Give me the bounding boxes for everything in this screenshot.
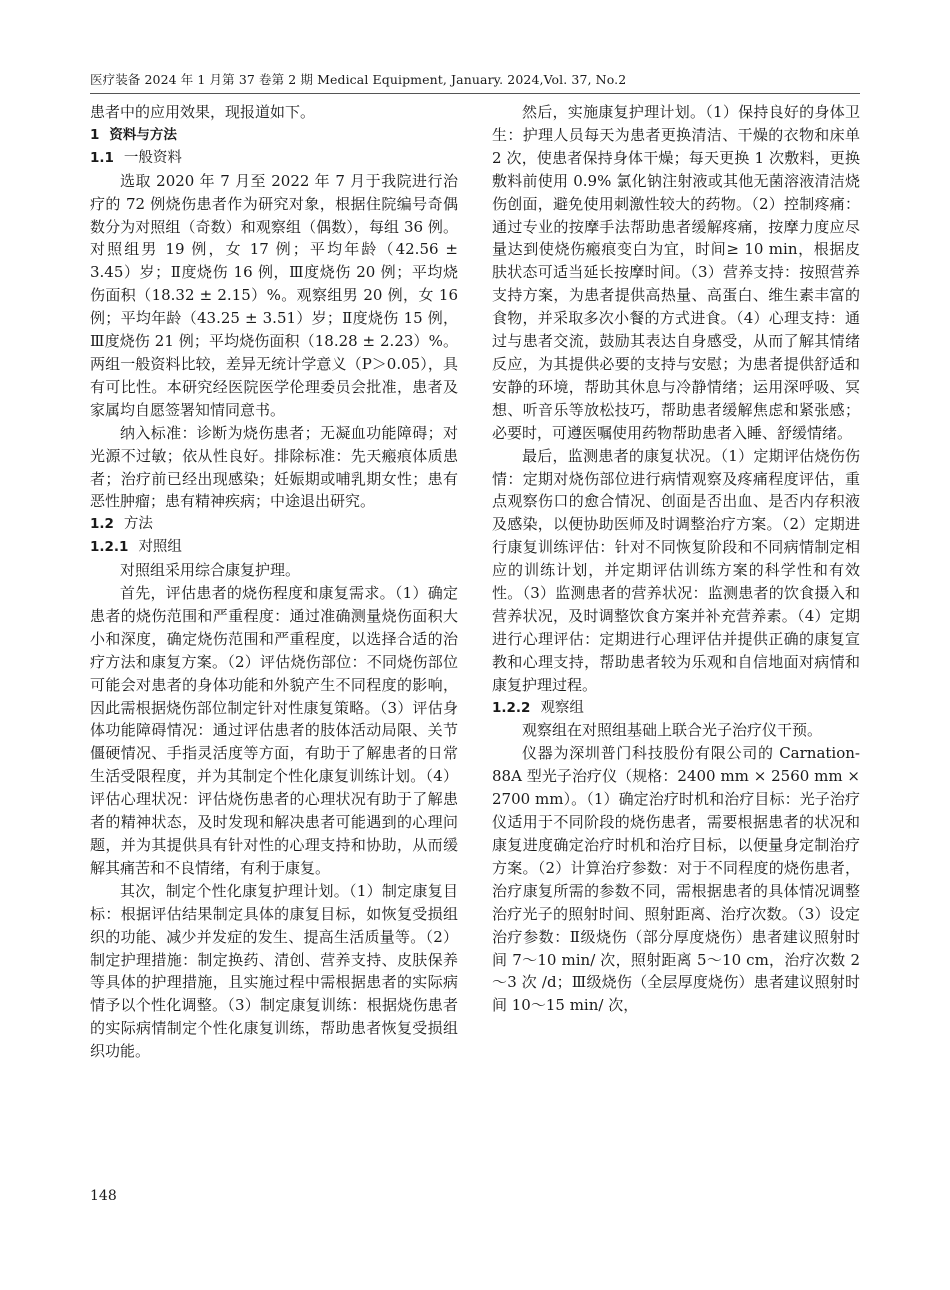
section-number: 1.2.1: [90, 539, 129, 556]
header-divider: [90, 93, 860, 94]
subsection-heading-methods: [90, 513, 458, 536]
paragraph-criteria: 纳入标准：诊断为烧伤患者；无凝血功能障碍；对光源不过敏；依从性良好。排除标准：先天瘢痕体质患者；治疗前已经出现感染；妊娠期或哺乳期女性；患有恶性肿瘤；患有精神疾病；中途退出研究。: [90, 423, 458, 511]
subsection-heading-observation-group: [492, 697, 860, 720]
running-header: 医疗装备 2024 年 1 月第 37 卷第 2 期 Medical Equipment, January. 2024,Vol. 37, No.2: [90, 72, 627, 87]
paragraph-general-data: 选取 2020 年 7 月至 2022 年 7 月于我院进行治疗的 72 例烧伤患者作为研究对象，根据住院编号奇偶数分为对照组（奇数）和观察组（偶数），每组 36 例。对照组男 19 例，女 17 例；平均年龄（42.56 ± 3.45）岁；Ⅱ度烧伤 16 例，Ⅲ度烧伤 20 例；平均烧伤面积（18.32 ± 2.15）%。观察组男 20 例，女 16 例；平均年龄（43.25 ± 3.51）岁；Ⅱ度烧伤 15 例，Ⅲ度烧伤 21 例；平均烧伤面积（18.28 ± 2.23）%。两组一般资料比较，差异无统计学意义（P＞0.05），具有可比性。本研究经医院医学伦理委员会批准，患者及家属均自愿签署知情同意书。: [90, 171, 458, 419]
paragraph-assessment: 首先，评估患者的烧伤程度和康复需求。（1）确定患者的烧伤范围和严重程度：通过准确测量烧伤面积大小和深度，确定烧伤范围和严重程度，以选择合适的治疗方法和康复方案。（2）评估烧伤部位：不同烧伤部位可能会对患者的身体功能和外貌产生不同程度的影响，因此需根据烧伤部位制定针对性康复策略。（3）评估身体功能障碍情况：通过评估患者的肢体活动局限、关节僵硬情况、手指灵活度等方面，有助于了解患者的日常生活受限程度，并为其制定个性化康复训练计划。（4）评估心理状况：评估烧伤患者的心理状况有助于了解患者的精神状态，及时发现和解决患者可能遇到的心理问题，并为其提供具有针对性的心理支持和协助，从而缓解其痛苦和不良情绪，有利于康复。: [90, 584, 458, 877]
paragraph-implementation: 然后，实施康复护理计划。（1）保持良好的身体卫生：护理人员每天为患者更换清洁、干燥的衣物和床单 2 次，使患者保持身体干燥；每天更换 1 次敷料，更换敷料前使用 0.9% 氯化钠注射液或其他无菌溶液清洁烧伤创面，避免使用刺激性较大的药物。（2）控制疼痛：通过专业的按摩手法帮助患者缓解疼痛，按摩力度应尽量达到使烧伤瘢痕变白为宜，时间≥ 10 min，根据皮肤状态可适当延长按摩时间。（3）营养支持：按照营养支持方案，为患者提供高热量、高蛋白、维生素丰富的食物，并采取多次小餐的方式进食。（4）心理支持：通过与患者交流，鼓励其表达自身感受，从而了解其情绪反应，为其提供必要的支持与安慰；为患者提供舒适和安静的环境，帮助其休息与冷静情绪；运用深呼吸、冥想、听音乐等放松技巧，帮助患者缓解焦虑和紧张感；必要时，可遵医嘱使用药物帮助患者入睡、舒缓情绪。: [492, 103, 860, 442]
left-column: [90, 101, 458, 1063]
paragraph-intro-end: 患者中的应用效果，现报道如下。: [90, 103, 316, 121]
page-number: 148: [90, 1188, 117, 1204]
section-title: 对照组: [138, 539, 182, 556]
section-number: 1.1: [90, 149, 114, 166]
paragraph-monitoring: 最后，监测患者的康复状况。（1）定期评估烧伤伤情：定期对烧伤部位进行病情观察及疼痛程度评估，重点观察伤口的愈合情况、创面是否出血、是否内存积液及感染，以便协助医师及时调整治疗方案。（2）定期进行康复训练评估：针对不同恢复阶段和不同病情制定相应的训练计划，并定期评估训练方案的科学性和有效性。（3）监测患者的营养状况：监测患者的饮食摄入和营养状况，及时调整饮食方案并补充营养素。（4）定期进行心理评估：定期进行心理评估并提供正确的康复宣教和心理支持，帮助患者较为乐观和自信地面对病情和康复护理过程。: [492, 446, 860, 694]
paragraph-control-intro: 对照组采用综合康复护理。: [120, 561, 301, 580]
section-number: 1.2.2: [492, 699, 531, 716]
paragraph-observation-intro: 观察组在对照组基础上联合光子治疗仪干预。: [522, 721, 823, 740]
subsection-heading-general: [90, 147, 458, 170]
section-title: 一般资料: [123, 149, 182, 166]
section-number: 1: [90, 126, 100, 143]
section-heading-methods: [90, 124, 458, 147]
subsection-heading-control-group: [90, 536, 458, 559]
paragraph-phototherapy-device: 仪器为深圳普门科技股份有限公司的 Carnation-88A 型光子治疗仪（规格：2400 mm × 2560 mm × 2700 mm）。（1）确定治疗时机和治疗目标：光子治疗仪适用于不同阶段的烧伤患者，需要根据患者的状况和康复进度确定治疗时机和治疗目标，以便量身定制治疗方案。（2）计算治疗参数：对于不同程度的烧伤患者，治疗康复所需的参数不同，需根据患者的具体情况调整治疗光子的照射时间、照射距离、治疗次数。（3）设定治疗参数：Ⅱ级烧伤（部分厚度烧伤）患者建议照射时间 7～10 min/ 次，照射距离 5～10 cm，治疗次数 2～3 次 /d；Ⅲ级烧伤（全层厚度烧伤）患者建议照射时间 10～15 min/ 次，: [492, 744, 860, 1015]
section-title: 观察组: [540, 699, 584, 716]
section-title: 资料与方法: [109, 126, 177, 143]
section-title: 方法: [123, 516, 153, 533]
paragraph-care-plan: 其次，制定个性化康复护理计划。（1）制定康复目标：根据评估结果制定具体的康复目标，如恢复受损组织的功能、减少并发症的发生、提高生活质量等。（2）制定护理措施：制定换药、清创、营养支持、皮肤保养等具体的护理措施，且实施过程中需根据患者的实际病情予以个性化调整。（3）制定康复训练：根据烧伤患者的实际病情制定个性化康复训练，帮助患者恢复受损组织功能。: [90, 881, 458, 1061]
right-column: [492, 101, 860, 1017]
section-number: 1.2: [90, 516, 114, 533]
